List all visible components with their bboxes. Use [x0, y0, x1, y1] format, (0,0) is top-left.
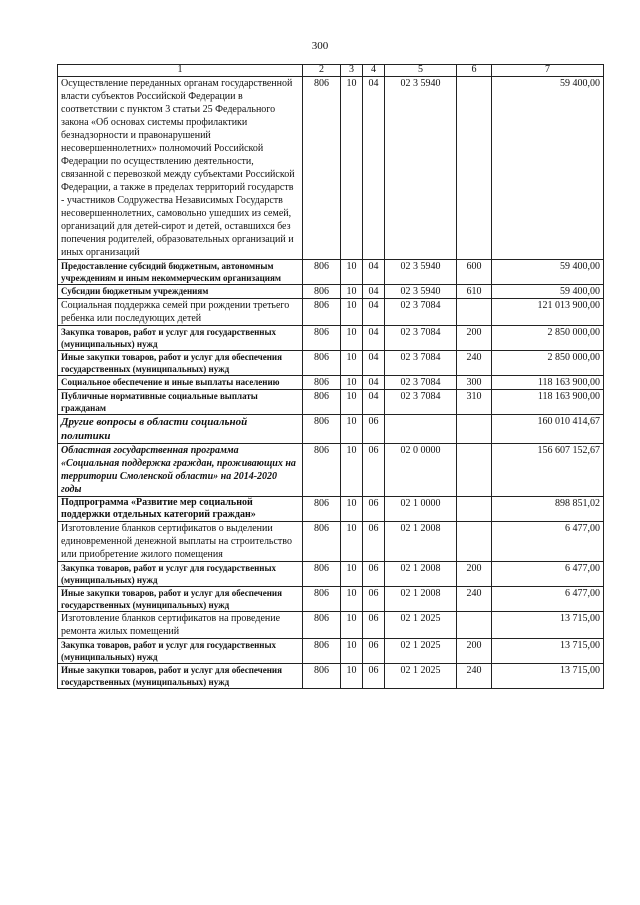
row-name: Изготовление бланков сертификатов о выделении единовременной денежной выплаты на строительство или приобретение жилого помещения: [58, 522, 303, 562]
expense-type-code: [457, 77, 492, 260]
ministry-code: 806: [303, 77, 341, 260]
row-name: Иные закупки товаров, работ и услуг для обеспечения государственных (муниципальных) нужд: [58, 587, 303, 612]
subsection-code: 06: [363, 522, 385, 562]
target-article-code: 02 1 2025: [385, 639, 457, 664]
column-header: 7: [492, 65, 604, 77]
row-name: Социальная поддержка семей при рождении третьего ребенка или последующих детей: [58, 299, 303, 326]
expense-type-code: 200: [457, 639, 492, 664]
subsection-code: 04: [363, 326, 385, 351]
ministry-code: 806: [303, 522, 341, 562]
section-code: 10: [341, 639, 363, 664]
ministry-code: 806: [303, 376, 341, 390]
ministry-code: 806: [303, 415, 341, 444]
target-article-code: 02 3 5940: [385, 260, 457, 285]
section-code: 10: [341, 562, 363, 587]
expense-type-code: 310: [457, 390, 492, 415]
subsection-code: 06: [363, 562, 385, 587]
section-code: 10: [341, 664, 363, 689]
table-row: [58, 639, 604, 664]
ministry-code: 806: [303, 260, 341, 285]
target-article-code: 02 3 7084: [385, 351, 457, 376]
section-code: 10: [341, 326, 363, 351]
subsection-code: 04: [363, 299, 385, 326]
ministry-code: 806: [303, 351, 341, 376]
ministry-code: 806: [303, 612, 341, 639]
column-header: 1: [58, 65, 303, 77]
expense-type-code: [457, 444, 492, 497]
ministry-code: 806: [303, 444, 341, 497]
expense-type-code: [457, 497, 492, 522]
subsection-code: 04: [363, 77, 385, 260]
target-article-code: 02 1 2008: [385, 522, 457, 562]
amount: 13 715,00: [492, 664, 604, 689]
target-article-code: 02 3 7084: [385, 299, 457, 326]
table-row: [58, 415, 604, 444]
section-code: 10: [341, 77, 363, 260]
section-code: 10: [341, 587, 363, 612]
amount: 59 400,00: [492, 260, 604, 285]
amount: 160 010 414,67: [492, 415, 604, 444]
row-name: Закупка товаров, работ и услуг для государственных (муниципальных) нужд: [58, 562, 303, 587]
table-row: [58, 77, 604, 260]
amount: 118 163 900,00: [492, 390, 604, 415]
target-article-code: 02 3 5940: [385, 77, 457, 260]
row-name: Закупка товаров, работ и услуг для государственных (муниципальных) нужд: [58, 326, 303, 351]
expense-type-code: 600: [457, 260, 492, 285]
table-row: [58, 587, 604, 612]
row-name: Закупка товаров, работ и услуг для государственных (муниципальных) нужд: [58, 639, 303, 664]
expense-type-code: 300: [457, 376, 492, 390]
table-header-row: [58, 65, 604, 77]
table-row: [58, 444, 604, 497]
amount: 2 850 000,00: [492, 326, 604, 351]
subsection-code: 06: [363, 587, 385, 612]
expense-type-code: [457, 522, 492, 562]
subsection-code: 04: [363, 390, 385, 415]
section-code: 10: [341, 612, 363, 639]
expense-type-code: 200: [457, 326, 492, 351]
amount: 121 013 900,00: [492, 299, 604, 326]
amount: 898 851,02: [492, 497, 604, 522]
subsection-code: 04: [363, 351, 385, 376]
target-article-code: 02 3 7084: [385, 326, 457, 351]
amount: 6 477,00: [492, 562, 604, 587]
row-name: Другие вопросы в области социальной политики: [58, 415, 303, 444]
table-row: [58, 522, 604, 562]
ministry-code: 806: [303, 497, 341, 522]
target-article-code: 02 1 2008: [385, 562, 457, 587]
target-article-code: 02 1 2025: [385, 612, 457, 639]
page-number: 300: [311, 40, 329, 52]
column-header: 6: [457, 65, 492, 77]
column-header: 4: [363, 65, 385, 77]
table-row: [58, 260, 604, 285]
section-code: 10: [341, 522, 363, 562]
target-article-code: [385, 415, 457, 444]
expense-type-code: [457, 415, 492, 444]
expense-type-code: 240: [457, 587, 492, 612]
row-name: Иные закупки товаров, работ и услуг для обеспечения государственных (муниципальных) нужд: [58, 664, 303, 689]
table-row: [58, 351, 604, 376]
expense-type-code: 240: [457, 351, 492, 376]
section-code: 10: [341, 376, 363, 390]
section-code: 10: [341, 497, 363, 522]
section-code: 10: [341, 351, 363, 376]
ministry-code: 806: [303, 285, 341, 299]
row-name: Областная государственная программа «Социальная поддержка граждан, проживающих на территории Смоленской области» на 2014-2020 годы: [58, 444, 303, 497]
column-header: 3: [341, 65, 363, 77]
section-code: 10: [341, 390, 363, 415]
row-name: Субсидии бюджетным учреждениям: [58, 285, 303, 299]
ministry-code: 806: [303, 562, 341, 587]
ministry-code: 806: [303, 639, 341, 664]
ministry-code: 806: [303, 299, 341, 326]
subsection-code: 06: [363, 444, 385, 497]
table-row: [58, 497, 604, 522]
section-code: 10: [341, 415, 363, 444]
section-code: 10: [341, 299, 363, 326]
expense-type-code: [457, 612, 492, 639]
expense-type-code: 200: [457, 562, 492, 587]
row-name: Изготовление бланков сертификатов на проведение ремонта жилых помещений: [58, 612, 303, 639]
expense-type-code: [457, 299, 492, 326]
amount: 13 715,00: [492, 612, 604, 639]
table-row: [58, 299, 604, 326]
amount: 59 400,00: [492, 285, 604, 299]
row-name: Публичные нормативные социальные выплаты гражданам: [58, 390, 303, 415]
table-row: [58, 326, 604, 351]
target-article-code: 02 3 7084: [385, 390, 457, 415]
column-header: 5: [385, 65, 457, 77]
amount: 2 850 000,00: [492, 351, 604, 376]
amount: 156 607 152,67: [492, 444, 604, 497]
subsection-code: 06: [363, 612, 385, 639]
row-name: Иные закупки товаров, работ и услуг для обеспечения государственных (муниципальных) нужд: [58, 351, 303, 376]
amount: 6 477,00: [492, 587, 604, 612]
amount: 59 400,00: [492, 77, 604, 260]
ministry-code: 806: [303, 664, 341, 689]
table-row: [58, 562, 604, 587]
row-name: Осуществление переданных органам государственной власти субъектов Российской Федерации в соответствии с пунктом 3 статьи 25 Федерального закона «Об основах системы профилактики безнадзорности и правонарушений несовершеннолетних» полномочий Российской Федерации по осуществлению деятельности, связанной с перевозкой между субъектами Российской Федерации, а также в пределах территорий государств - участников Содружества Независимых Государств несовершеннолетних, самовольно ушедших из семей, организаций для детей-сирот и детей, оставшихся без попечения родителей, образовательных организаций и иных организаций: [58, 77, 303, 260]
target-article-code: 02 1 2008: [385, 587, 457, 612]
table-row: [58, 664, 604, 689]
ministry-code: 806: [303, 587, 341, 612]
section-code: 10: [341, 444, 363, 497]
row-name: Социальное обеспечение и иные выплаты населению: [58, 376, 303, 390]
subsection-code: 06: [363, 497, 385, 522]
target-article-code: 02 3 7084: [385, 376, 457, 390]
amount: 13 715,00: [492, 639, 604, 664]
section-code: 10: [341, 260, 363, 285]
column-header: 2: [303, 65, 341, 77]
expense-type-code: 610: [457, 285, 492, 299]
amount: 6 477,00: [492, 522, 604, 562]
subsection-code: 06: [363, 664, 385, 689]
expense-type-code: 240: [457, 664, 492, 689]
target-article-code: 02 1 2025: [385, 664, 457, 689]
table-row: [58, 285, 604, 299]
ministry-code: 806: [303, 326, 341, 351]
target-article-code: 02 0 0000: [385, 444, 457, 497]
ministry-code: 806: [303, 390, 341, 415]
table-row: [58, 612, 604, 639]
table-row: [58, 390, 604, 415]
section-code: 10: [341, 285, 363, 299]
budget-table: [57, 64, 604, 689]
target-article-code: 02 1 0000: [385, 497, 457, 522]
subsection-code: 04: [363, 260, 385, 285]
amount: 118 163 900,00: [492, 376, 604, 390]
row-name: Предоставление субсидий бюджетным, автономным учреждениям и иным некоммерческим организациям: [58, 260, 303, 285]
row-name: Подпрограмма «Развитие мер социальной поддержки отдельных категорий граждан»: [58, 497, 303, 522]
subsection-code: 06: [363, 415, 385, 444]
table-row: [58, 376, 604, 390]
target-article-code: 02 3 5940: [385, 285, 457, 299]
subsection-code: 04: [363, 285, 385, 299]
subsection-code: 04: [363, 376, 385, 390]
subsection-code: 06: [363, 639, 385, 664]
